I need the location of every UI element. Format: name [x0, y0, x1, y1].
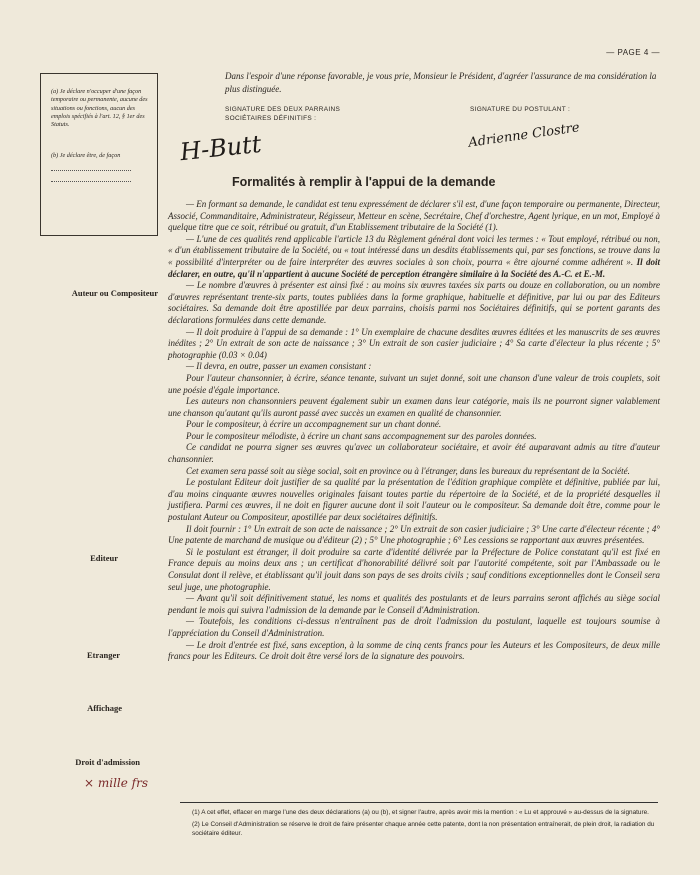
declaration-box	[40, 73, 158, 236]
declaration-line	[51, 164, 131, 171]
side-label-editeur: Editeur	[90, 553, 118, 563]
side-label-affichage: Affichage	[87, 703, 122, 713]
footnotes	[192, 808, 662, 841]
paragraph: — Le droit d'entrée est fixé, sans exception, à la somme de cinq cents francs pour les Auteurs et les Compositeurs, de deux mille francs pour les Editeurs. Ce droit doit être versé lors de la signature des pouvoirs.	[168, 639, 660, 662]
paragraph: Pour le compositeur, à écrire un accompagnement sur un chant donné.	[186, 419, 442, 430]
footnote-divider	[180, 802, 658, 803]
paragraph: — Le nombre d'œuvres à présenter est ainsi fixé : au moins six œuvres taxées six parts ou douze en collaboration, ou un nombre d'œuvres représentant trente-six parts, toutes publiées dans la forme graphique, habituelle et définitive, par lui ou par des Editeurs sociétaires. Sa demande doit être apostillée par deux parrains, choisis parmi nos Sociétaires définitifs, qui se portent garants des déclarations formulées dans cette demande.	[168, 280, 660, 325]
paragraph-bold: Il doit déclarer, en outre, qu'il n'appartient à aucune Société de perception étrangère similaire à la Société des A.-C. et E.-M.	[168, 256, 661, 279]
parrains-signature-label	[225, 106, 340, 124]
paragraph: Cet examen sera passé soit au siège social, soit en province ou à l'étranger, dans les bureaux du représentant de la Société.	[186, 465, 630, 476]
paragraph: Si le postulant est étranger, il doit produire sa carte d'identité délivrée par la Préfecture de Police constatant qu'il est fixé en France depuis au moins deux ans ; un certificat d'honorabilité délivré soit par l'autorité compétente, soit par l'Ambassade ou le Consulat dont il relève, et établissant qu'il jouit dans son pays de ses droits civils ; sauf conditions exceptionnelles dont le Conseil sera seul juge, une photographie.	[168, 546, 660, 592]
parrains-label-line-2: SOCIÉTAIRES DÉFINITIFS :	[225, 114, 317, 122]
postulant-signature: Adrienne Clostre	[467, 120, 581, 151]
side-label-etranger: Etranger	[86, 650, 120, 660]
declaration-b: (b) Je déclare être, de façon	[51, 151, 121, 159]
paragraph: Pour le compositeur mélodiste, à écrire un chant sans accompagnement sur des paroles données.	[186, 430, 537, 441]
page-number: — PAGE 4 —	[606, 48, 660, 57]
paragraph-part: — L'une de ces qualités rend applicable l'article 13 du Règlement général dont voici les termes : « Tout employé, rétribué ou non, « d'un établissement tributaire de la Société, ou « tout intéressé dans un desdits établissements qui, par ses fonctions, se trouve dans la « possibilité d'interpréter ou de faire interpréter des œuvres sociales à son choix, pourra « être ajourné comme adhérent ».	[168, 233, 660, 267]
parrains-label-line-1: SIGNATURE DES DEUX PARRAINS	[225, 106, 341, 113]
paragraph: — Avant qu'il soit définitivement statué, les noms et qualités des postulants et de leurs parrains seront affichés au siège social pendant le mois qui suivra l'admission de la demande par le Conseil d'Administration.	[168, 593, 660, 615]
paragraph: — Il devra, en outre, passer un examen consistant :	[186, 361, 372, 372]
intro-text: Dans l'espoir d'une réponse favorable, je vous prie, Monsieur le Président, d'agréer l'assurance de ma considération la plus distinguée.	[225, 71, 657, 95]
paragraph: — Toutefois, les conditions ci-dessus n'entraînent pas de droit l'admission du postulant, laquelle est toujours soumise à l'appréciation du Conseil d'Administration.	[168, 616, 660, 638]
paragraph	[168, 234, 660, 280]
paragraph: Il doit fournir : 1° Un extrait de son acte de naissance ; 2° Un extrait de son casier judiciaire ; 3° Une carte d'électeur récente ; 4° Une patente de marchand de musique ou d'éditeur (2) ; 5° Une photographie ; 6° Les cessions se rapportant aux œuvres présentées.	[168, 523, 660, 546]
paragraph: — Il doit produire à l'appui de sa demande : 1° Un exemplaire de chacune desdites œuvres éditées et les manuscrits de ses œuvres inédites ; 2° Un extrait de son acte de naissance ; 3° Un extrait de son casier judiciaire ; 4° Sa carte d'électeur la plus récente ; 5° photographie (0.03 × 0.04)	[168, 326, 660, 360]
parrains-signature: H-Butt	[178, 129, 263, 167]
declaration-a: (a) Je déclare n'occuper d'une façon temporaire ou permanente, aucune des situations ou fonctions, aucun des emplois spécifiés à l'art. 12, § 1er des Statuts.	[51, 88, 148, 129]
paragraph: Le postulant Editeur doit justifier de sa qualité par la présentation de l'édition graphique complète et définitive, publiée par lui, d'au moins cinquante œuvres nouvelles originales faisant toutes partie du répertoire de la Société, et de la propriété desquelles il justifiera. Parmi ces œuvres, il ne doit en figurer aucune dont il soit l'auteur ou le compositeur. Sa demande doit être, comme pour le postulant Auteur ou Compositeur, apostillée par deux sociétaires définitifs.	[168, 477, 660, 523]
declaration-line	[51, 175, 131, 182]
body-text	[168, 199, 660, 663]
handwritten-margin-note: × mille frs	[84, 776, 149, 790]
side-label-auteur: Auteur ou Compositeur	[71, 288, 158, 298]
section-heading: Formalités à remplir à l'appui de la demande	[232, 175, 496, 189]
postulant-signature-label: SIGNATURE DU POSTULANT :	[470, 106, 571, 113]
paragraph: Ce candidat ne pourra signer ses œuvres qu'avec un collaborateur sociétaire, et avoir été auparavant admis au titre d'auteur chansonnier.	[168, 442, 660, 465]
footnote: (2) Le Conseil d'Administration se réserve le droit de faire présenter chaque année cette patente, dont la non présentation entraînerait, de plein droit, la radiation du sociétaire éditeur.	[192, 821, 655, 837]
footnote: (1) A cet effet, effacer en marge l'une des deux déclarations (a) ou (b), et signer l'autre, après avoir mis la mention : « Lu et approuvé » au-dessus de la signature.	[192, 809, 649, 816]
paragraph: — En formant sa demande, le candidat est tenu expressément de déclarer s'il est, d'une façon temporaire ou permanente, Directeur, Associé, Commanditaire, Administrateur, Régisseur, Metteur en scène, Secrétaire, Chef d'orchestre, Agent lyrique, en un mot, Employé à quelque titre que ce soit, rétribué ou gratuit, d'un Etablissement tributaire de la Société (1).	[168, 199, 660, 233]
paragraph: Les auteurs non chansonniers peuvent également subir un examen dans leur catégorie, mais ils ne pourront signer valablement une chanson qu'autant qu'ils auront passé avec succès un examen en qualité de chansonnier.	[168, 396, 660, 418]
paragraph: Pour l'auteur chansonnier, à écrire, séance tenante, suivant un sujet donné, soit une chanson d'une valeur de trois couplets, soit une poésie d'égale importance.	[168, 372, 660, 395]
side-label-droit: Droit d'admission	[75, 757, 140, 767]
